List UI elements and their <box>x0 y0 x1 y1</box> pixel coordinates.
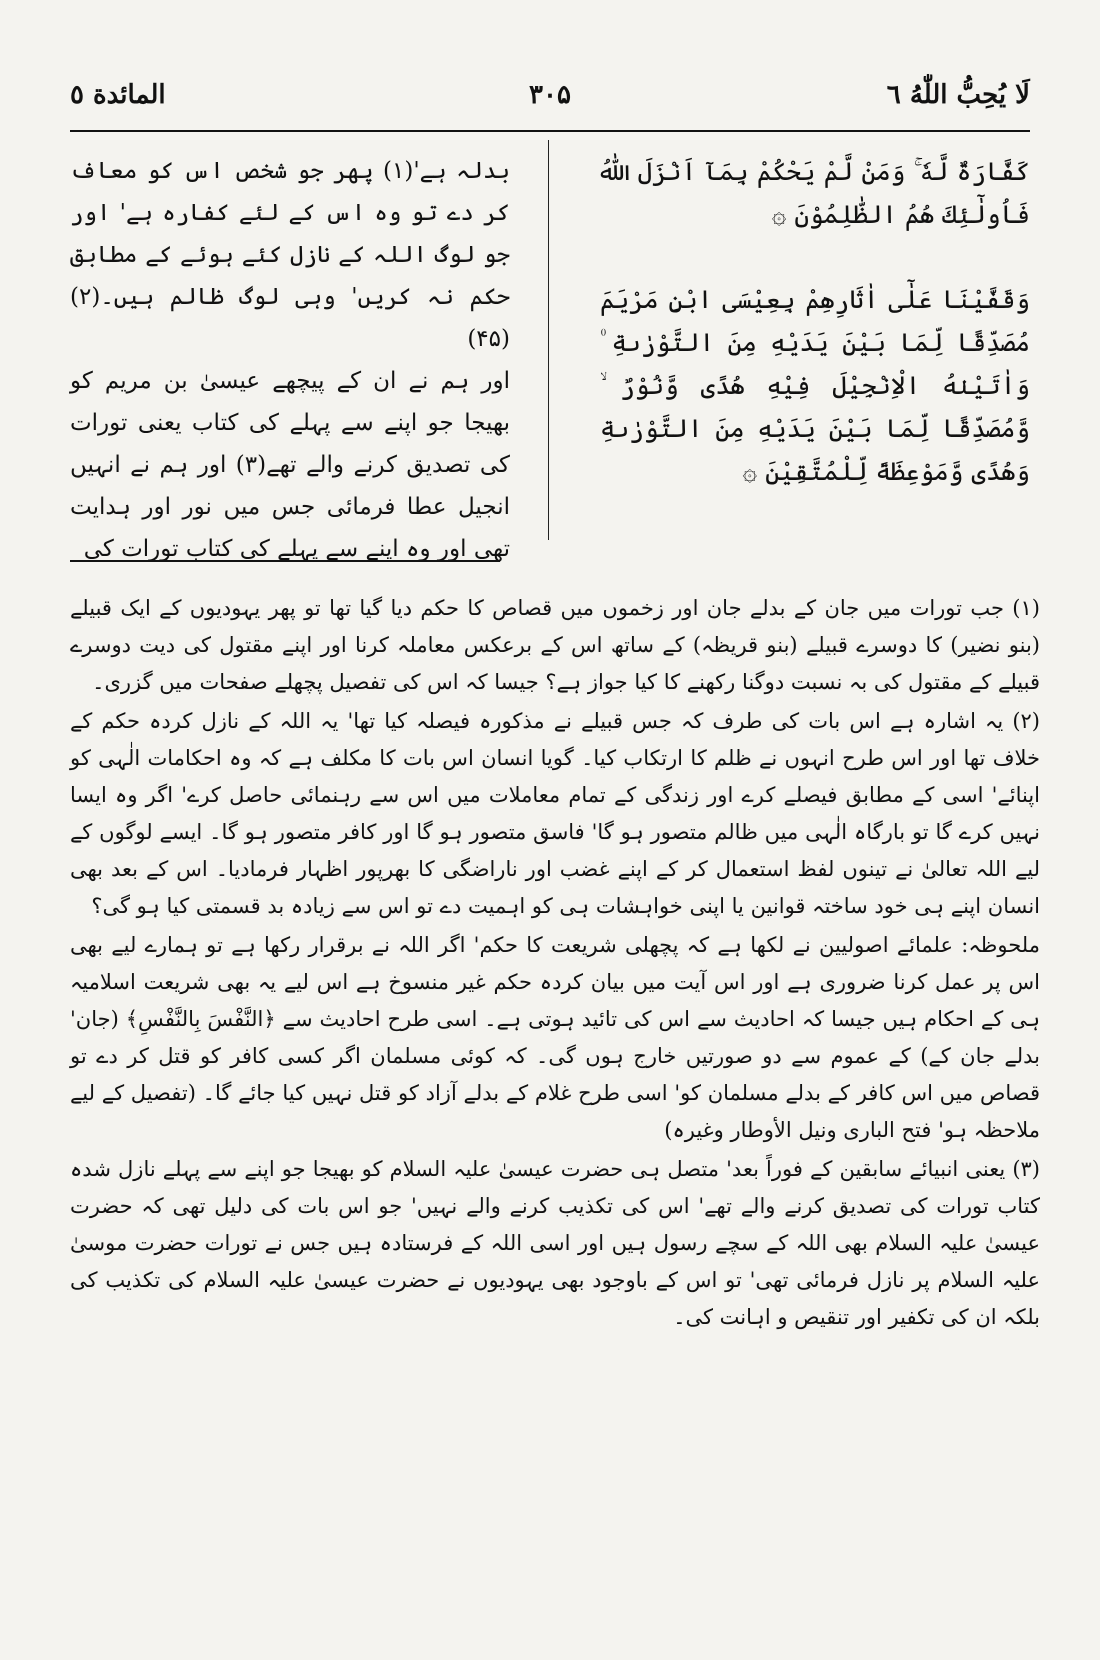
ayah-45-ending: كَفَّارَةٌ لَّهٗ ۚ وَمَنْ لَّمْ يَحْكُمْ بِمَآ اَنْزَلَ اللّٰهُ فَاُولٰٓئِكَ هُمُ الظّٰلِمُوْنَ ۞ <box>600 157 1030 229</box>
translation-paragraph: بدلہ ہے'(۱) پھر جو شخص اس کو معاف کر دے تو وہ اس کے لئے کفارہ ہے' اور جو لوگ اللہ کے نازل کئے ہوئے کے مطابق حکم نہ کریں' وہی لوگ ظالم ہیں۔(۲) (۴۵) <box>70 158 510 352</box>
arabic-text-column <box>600 150 1030 560</box>
footnote-3: (۳) یعنی انبیائے سابقین کے فوراً بعد' متصل ہی حضرت عیسیٰ علیہ السلام کو بھیجا جو اپنے سے پہلے نازل شدہ کتاب تورات کی تصدیق کرنے والے تھے' اس کی تکذیب کرنے والے نہیں' جو اس بات کی دلیل تھی کہ حضرت عیسیٰ علیہ السلام بھی اللہ کے سچے رسول ہیں اور اسی اللہ کے فرستادہ ہیں جس نے تورات حضرت موسیٰ علیہ السلام پر نازل فرمائی تھی' تو اس کے باوجود بھی یہودیوں نے حضرت عیسیٰ علیہ السلام کی تکذیب کی بلکہ ان کی تکفیر اور تنقیص و اہانت کی۔ <box>70 1157 1040 1329</box>
footnote-note: ملحوظہ: علمائے اصولیین نے لکھا ہے کہ پچھلی شریعت کا حکم' اگر اللہ نے برقرار رکھا ہے تو ہمارے لیے بھی اس پر عمل کرنا ضروری ہے اور اس آیت میں بیان کردہ حکم غیر منسوخ ہے اس لیے یہ بھی شریعت اسلامیہ ہی کے احکام ہیں جیسا کہ احادیث سے اس کی تائید ہوتی ہے۔ اسی طرح احادیث سے ﴿النَّفْسَ بِالنَّفْسِ﴾ (جان' بدلے جان کے) کے عموم سے دو صورتیں خارج ہوں گی۔ کہ کوئی مسلمان اگر کسی کافر کو قتل کر دے تو قصاص میں اس کافر کے بدلے مسلمان کو' اسی طرح غلام کے بدلے آزاد کو قتل نہیں کیا جائے گا۔ (تفصیل کے لیے ملاحظہ ہو' فتح الباری ونیل الأوطار وغیرہ) <box>70 933 1040 1142</box>
footnote-1: (۱) جب تورات میں جان کے بدلے جان اور زخموں میں قصاص کا حکم دیا گیا تھا تو پھر یہودیوں کے ایک قبیلے (بنو نضیر) کا دوسرے قبیلے (بنو قریظہ) کے ساتھ اس کے برعکس معاملہ کرنا اور اپنے مقتول کی دیت دوسرے قبیلے کے مقتول کی بہ نسبت دوگنا رکھنے کا کیا جواز ہے؟ جیسا کہ اس کی تفصیل پچھلے صفحات میں گزری۔ <box>70 596 1040 694</box>
translation-paragraph: اور ہم نے ان کے پیچھے عیسیٰ بن مریم کو بھیجا جو اپنے سے پہلے کی کتاب یعنی تورات کی تصدیق کرنے والے تھے(۳) اور ہم نے انہیں انجیل عطا فرمائی جس میں نور اور ہدایت تھی اور وہ اپنے سے پہلے کی کتاب تورات کی <box>70 368 510 562</box>
column-divider <box>548 140 549 540</box>
footnotes-section <box>70 590 1040 1338</box>
header-rule <box>70 130 1030 132</box>
urdu-translation-column <box>70 150 510 560</box>
page-header <box>70 70 1030 130</box>
juz-title: لَا یُحِبُّ اللّٰهُ ٦ <box>886 80 1030 110</box>
page-number: ۳۰۵ <box>529 80 571 110</box>
surah-title: المائدة ٥ <box>70 80 166 110</box>
ayah-46: وَقَفَّيْنَا عَلٰٓى اٰثَارِهِمْ بِعِيْسَى ابْنِ مَرْيَمَ مُصَدِّقًا لِّمَا بَيْنَ يَدَيْهِ مِنَ التَّوْرٰىةِ ۠ وَاٰتَيْنٰهُ الْاِنْجِيْلَ فِيْهِ هُدًى وَّنُوْرٌ ۙ وَّمُصَدِّقًا لِّمَا بَيْنَ يَدَيْهِ مِنَ التَّوْرٰىةِ وَهُدًى وَّمَوْعِظَةً لِّلْمُتَّقِيْنَ ۞ <box>600 285 1030 486</box>
footnote-2: (۲) یہ اشارہ ہے اس بات کی طرف کہ جس قبیلے نے مذکورہ فیصلہ کیا تھا' یہ اللہ کے نازل کردہ حکم کے خلاف تھا اور اس طرح انہوں نے ظلم کا ارتکاب کیا۔ گویا انسان اس بات کا مکلف ہے کہ وہ احکامات الٰہی کو اپنائے' اسی کے مطابق فیصلے کرے اور زندگی کے تمام معاملات میں اس سے رہنمائی حاصل کرے' اگر وہ ایسا نہیں کرے گا تو بارگاہ الٰہی میں ظالم متصور ہو گا' فاسق متصور ہو گا اور کافر متصور ہو گا۔ ایسے لوگوں کے لیے اللہ تعالیٰ نے تینوں لفظ استعمال کر کے اپنے غضب اور ناراضگی کا بھرپور اظہار فرمادیا۔ اس کے بعد بھی انسان اپنے ہی خود ساختہ قوانین یا اپنی خواہشات ہی کو اہمیت دے تو اس سے زیادہ بد قسمتی کیا ہو گی؟ <box>70 709 1040 918</box>
footnote-separator <box>70 560 500 562</box>
